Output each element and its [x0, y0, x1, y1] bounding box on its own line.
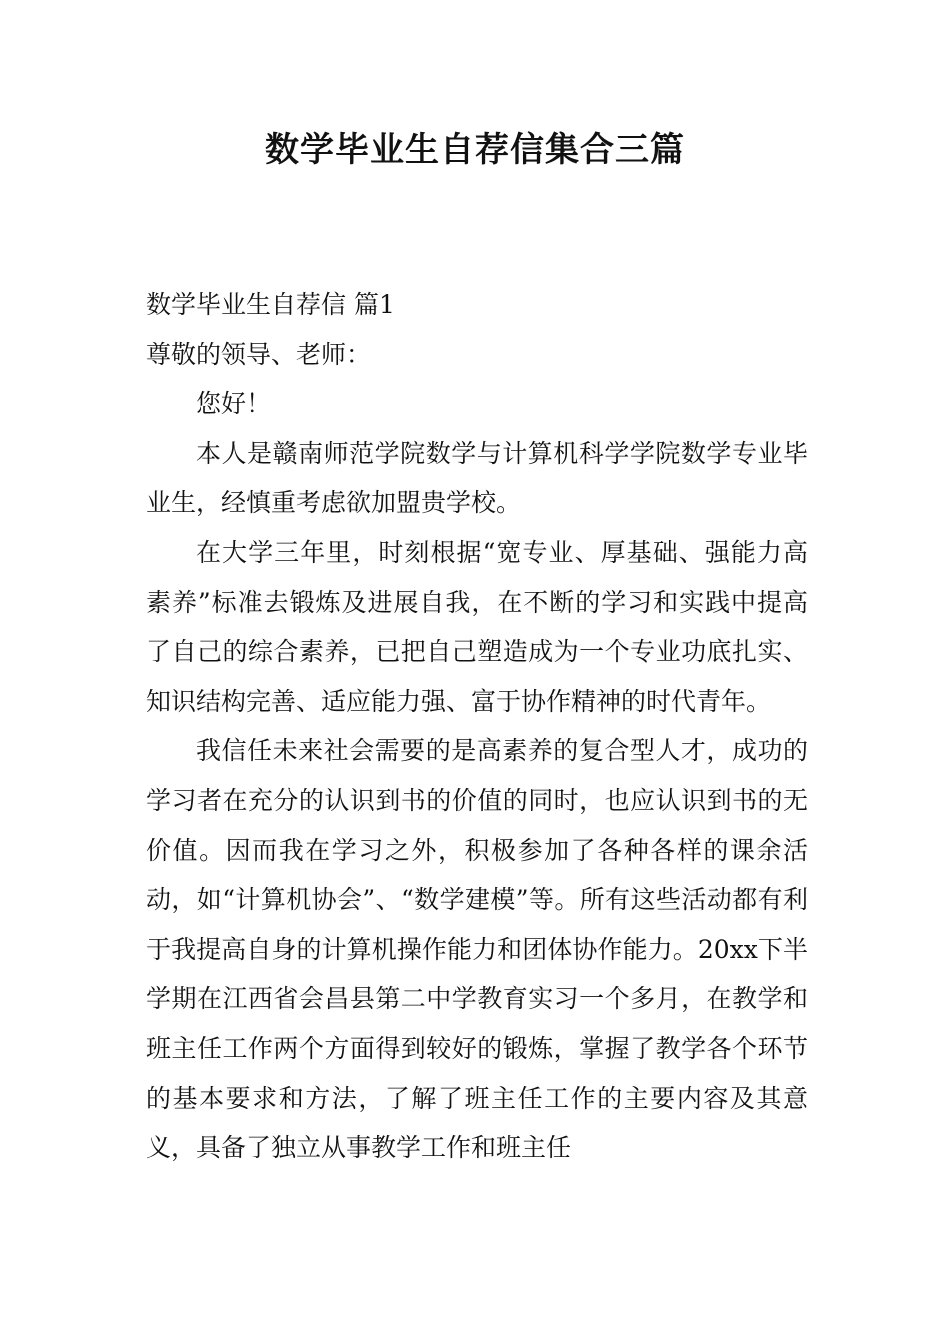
document-title: 数学毕业生自荐信集合三篇	[265, 130, 685, 170]
salutation: 尊敬的领导、老师：	[146, 339, 372, 369]
paragraph-2: 在大学三年里，时刻根据“宽专业、厚基础、强能力高素养”标准去锻炼及进展自我，在不断的学习和实践中提高了自己的综合素养，已把自己塑造成为一个专业功底扎实、知识结构完善、适应能力强、富于协作精神的时代青年。	[146, 537, 808, 716]
section-heading: 数学毕业生自荐信 篇1	[146, 290, 395, 319]
paragraph-1: 本人是赣南师范学院数学与计算机科学学院数学专业毕业生，经慎重考虑欲加盟贵学校。	[146, 438, 808, 518]
greeting: 您好！	[196, 389, 272, 419]
paragraph-3: 我信任未来社会需要的是高素养的复合型人才，成功的学习者在充分的认识到书的价值的同时，也应认识到书的无价值。因而我在学习之外，积极参加了各种各样的课余活动，如“计算机协会”、“数学建模”等。所有这些活动都有利于我提高自身的计算机操作能力和团体协作能力。20xx下半学期在江西省会昌县第二中学教育实习一个多月，在教学和班主任工作两个方面得到较好的锻炼，掌握了教学各个环节的基本要求和方法，了解了班主任工作的主要内容及其意义，具备了独立从事教学工作和班主任	[146, 736, 808, 1163]
document-body	[146, 280, 808, 1173]
